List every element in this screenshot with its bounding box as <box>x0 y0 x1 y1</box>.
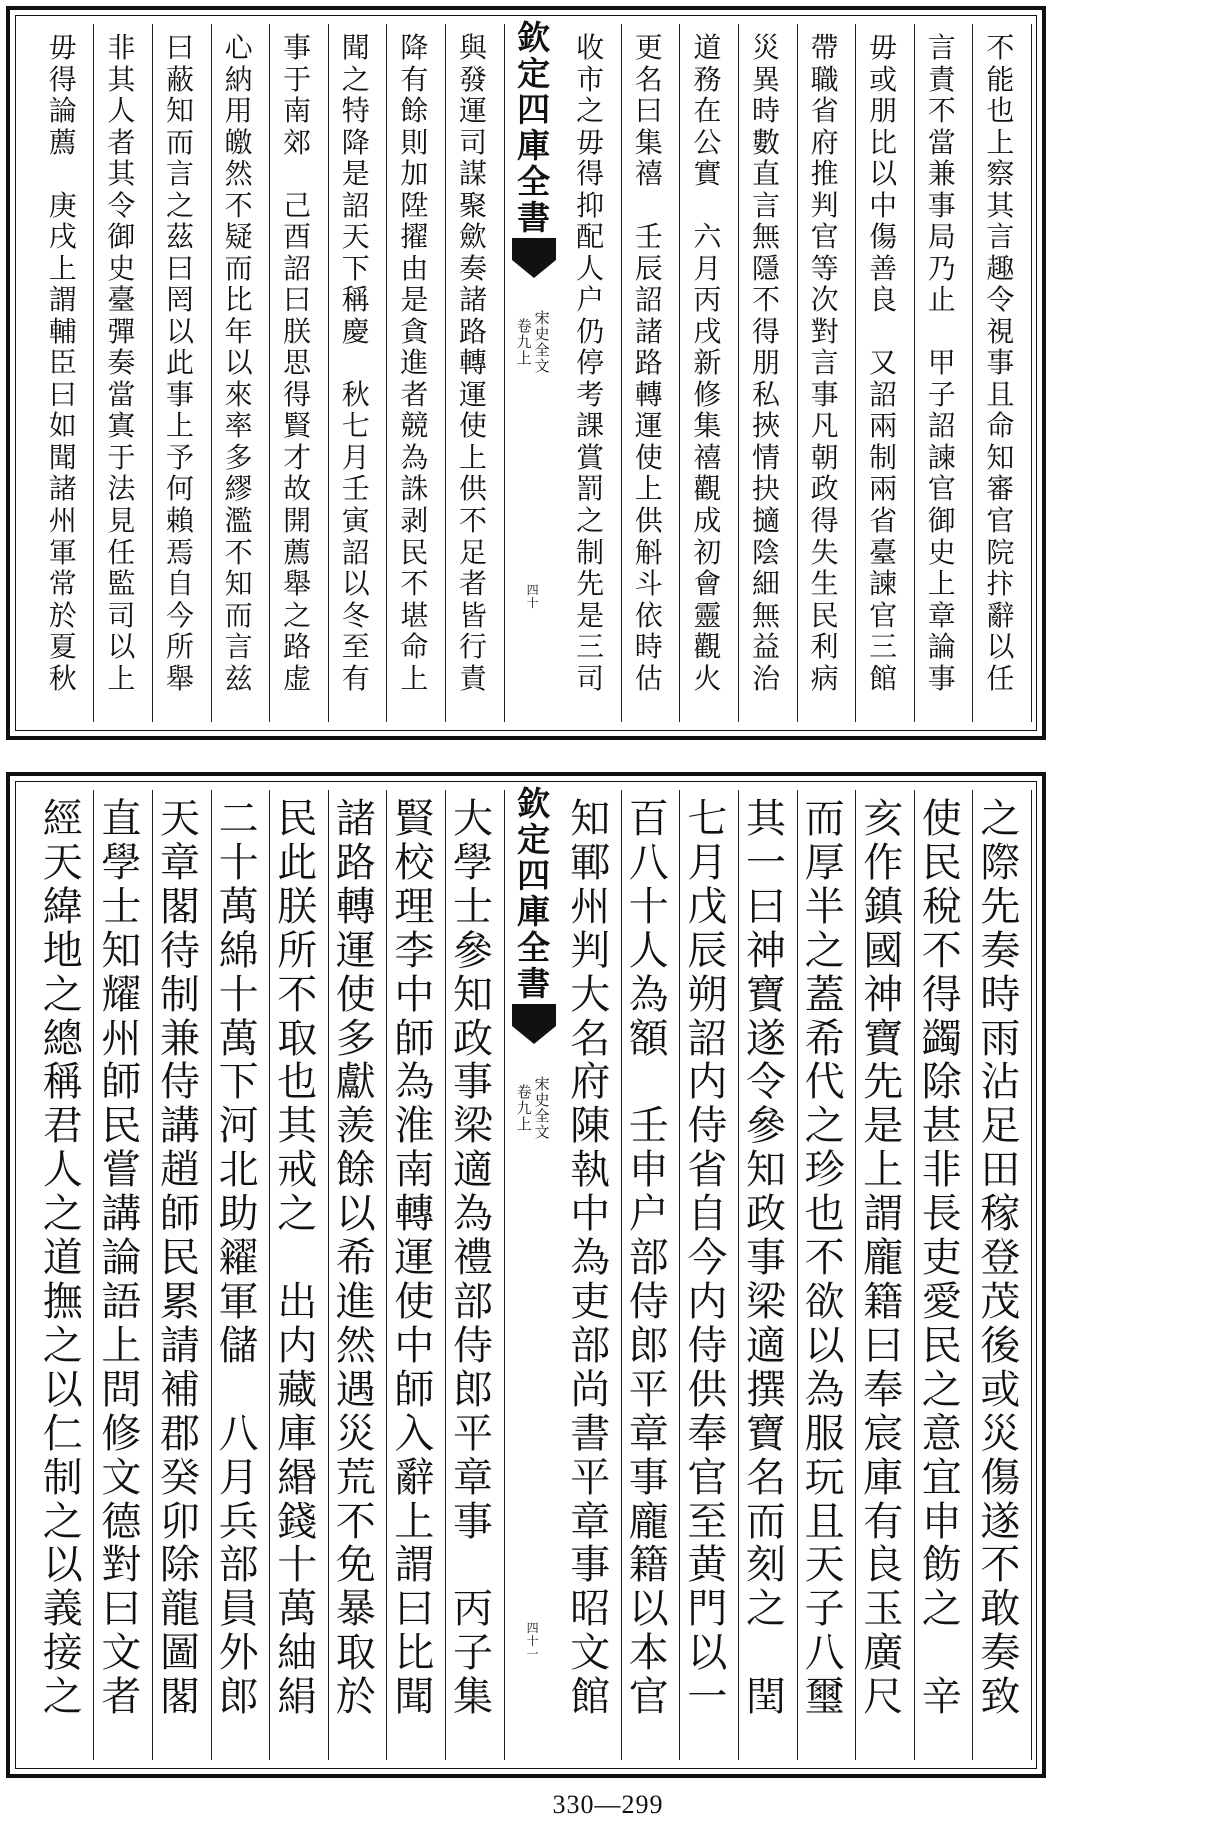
text-column: 經 天 緯 地 之 總 稱 君 人 之 道 撫 之 以 仁 制 之 以 義 接 之 <box>42 796 83 1721</box>
text-column: 不 能 也 上 察 其 言 趣 令 視 事 且 命 知 審 官 院 抃 辭 以 任 <box>986 31 1015 695</box>
text-column: 其 一 曰 神 寶 遂 令 參 知 政 事 梁 適 撰 寶 名 而 刻 之 閏 <box>746 796 786 1721</box>
page-number-footer: 330—299 <box>552 1790 664 1819</box>
center-fold <box>505 776 563 1774</box>
text-column: 曰 蔽 知 而 言 之 茲 曰 罔 以 此 事 上 予 何 賴 焉 自 今 所 舉 <box>165 31 194 695</box>
fishtail-icon <box>512 1022 556 1050</box>
center-title: 欽 定 四 庫 全 書 <box>509 20 559 236</box>
column-rule <box>211 790 212 1760</box>
text-column: 百 八 十 人 為 額 壬 申 户 部 侍 郎 平 章 事 龐 籍 以 本 官 <box>628 796 669 1721</box>
column-rule <box>1031 790 1032 1760</box>
text-column: 收 市 之 毋 得 抑 配 人 户 仍 停 考 課 賞 罰 之 制 先 是 三 司 <box>576 31 605 695</box>
text-column: 道 務 在 公 實 六 月 丙 戌 新 修 集 禧 觀 成 初 會 靈 觀 火 <box>693 31 722 695</box>
column-rule <box>504 790 505 1760</box>
text-column: 諸 路 轉 運 使 多 獻 羨 餘 以 希 進 然 遇 災 荒 不 免 暴 取 於 <box>335 796 376 1721</box>
column-rule <box>679 790 680 1760</box>
text-column: 心 納 用 皦 然 不 疑 而 比 年 以 來 率 多 繆 濫 不 知 而 言 兹 <box>224 31 253 695</box>
column-rule <box>328 790 329 1760</box>
text-column: 之 際 先 奏 時 雨 沾 足 田 稼 登 茂 後 或 災 傷 遂 不 敢 奏 致 <box>980 796 1021 1721</box>
text-column: 毋 得 論 薦 庚 戌 上 謂 輔 臣 曰 如 聞 諸 州 軍 常 於 夏 秋 <box>48 31 77 695</box>
center-page-number: 四 十 一 <box>526 1621 539 1661</box>
text-column: 民 此 朕 所 不 取 也 其 戒 之 出 内 藏 庫 緡 錢 十 萬 紬 絹 <box>277 796 318 1721</box>
column-rule <box>621 790 622 1760</box>
text-column: 帶 職 省 府 推 判 官 等 次 對 言 事 凡 朝 政 得 失 生 民 利 病 <box>810 31 839 695</box>
text-column: 而 厚 半 之 蓋 希 代 之 珍 也 不 欲 以 為 服 玩 且 天 子 八 璽 <box>804 796 845 1721</box>
center-title: 欽 定 四 庫 全 書 <box>509 786 559 1002</box>
column-rule <box>738 790 739 1760</box>
text-column: 與 發 運 司 謀 聚 歛 奏 諸 路 轉 運 使 上 供 不 足 者 皆 行 責 <box>458 31 487 695</box>
text-column: 災 異 時 數 直 言 無 隱 不 得 朋 私 挾 情 抉 擿 陰 細 無 益 治 <box>751 31 780 695</box>
column-rule <box>914 790 915 1760</box>
text-column: 七 月 戊 辰 朔 詔 内 侍 省 自 今 内 侍 供 奉 官 至 黄 門 以 一 <box>687 796 728 1721</box>
text-column: 事 于 南 郊 己 酉 詔 曰 朕 思 得 賢 才 故 開 薦 舉 之 路 虚 <box>283 31 312 695</box>
text-column: 非 其 人 者 其 令 御 史 臺 彈 奏 當 寘 于 法 見 任 監 司 以 上 <box>107 31 136 695</box>
column-rule <box>269 790 270 1760</box>
text-column: 降 有 餘 則 加 陞 擢 由 是 貪 進 者 競 為 誅 剥 民 不 堪 命 上 <box>400 31 429 695</box>
text-column: 知 鄆 州 判 大 名 府 陳 執 中 為 吏 部 尚 書 平 章 事 昭 文 館 <box>570 796 611 1721</box>
text-column: 大 學 士 參 知 政 事 梁 適 為 禮 部 侍 郎 平 章 事 丙 子 集 <box>453 796 493 1721</box>
fishtail-bar <box>512 1004 556 1022</box>
center-book-name: 宋 史 全 文 <box>534 1075 550 1141</box>
text-column: 直 學 士 知 耀 州 師 民 嘗 講 論 語 上 問 修 文 德 對 曰 文 者 <box>101 796 142 1721</box>
text-column: 二 十 萬 綿 十 萬 下 河 北 助 糴 軍 儲 八 月 兵 部 員 外 郎 <box>218 796 259 1721</box>
column-rule <box>797 790 798 1760</box>
column-rule <box>972 790 973 1760</box>
center-volume: 卷 九 上 <box>516 317 532 367</box>
text-column: 毋 或 朋 比 以 中 傷 善 良 又 詔 兩 制 兩 省 臺 諫 官 三 館 <box>869 31 898 695</box>
center-volume: 卷 九 上 <box>516 1083 532 1133</box>
text-column: 聞 之 特 降 是 詔 天 下 稱 慶 秋 七 月 壬 寅 詔 以 冬 至 有 <box>341 31 370 695</box>
column-rule <box>93 790 94 1760</box>
text-column: 使 民 稅 不 得 蠲 除 甚 非 長 吏 愛 民 之 意 宜 申 飭 之 辛 <box>921 796 962 1721</box>
text-column: 賢 校 理 李 中 師 為 淮 南 轉 運 使 中 師 入 辭 上 謂 曰 比 聞 <box>394 796 435 1721</box>
column-rule <box>855 790 856 1760</box>
column-rule <box>386 790 387 1760</box>
text-column: 天 章 閣 待 制 兼 侍 講 趙 師 民 累 請 補 郡 癸 卯 除 龍 圖 閣 <box>160 796 200 1721</box>
center-book-name: 宋 史 全 文 <box>534 309 550 375</box>
text-column: 亥 作 鎮 國 神 寶 先 是 上 謂 龐 籍 曰 奉 宸 庫 有 良 玉 廣 尺 <box>863 796 904 1721</box>
center-page-number: 四 十 <box>526 583 539 610</box>
column-rule <box>445 790 446 1760</box>
text-column: 更 名 曰 集 禧 壬 辰 詔 諸 路 轉 運 使 上 供 斛 斗 依 時 估 <box>634 31 663 695</box>
text-column: 言 責 不 當 兼 事 局 乃 止 甲 子 詔 諫 官 御 史 上 章 論 事 <box>927 31 956 695</box>
column-rule <box>152 790 153 1760</box>
bottom-page-border <box>6 772 1046 1778</box>
